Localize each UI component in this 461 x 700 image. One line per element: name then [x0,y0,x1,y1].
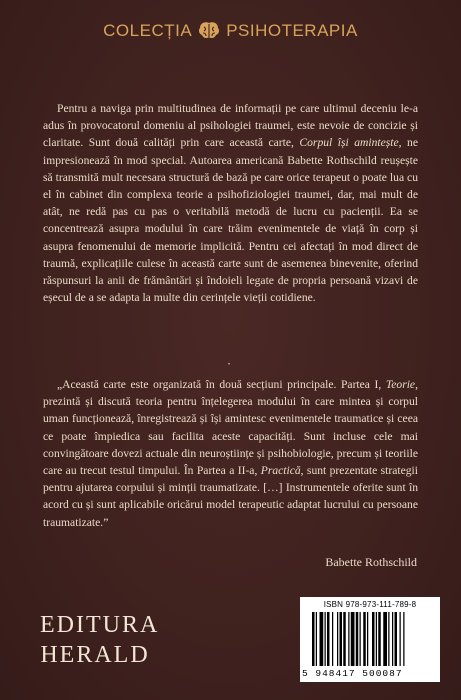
barcode-bar [395,612,398,666]
barcode-bar [383,612,387,666]
barcode-bar [400,612,401,666]
series-title-left: COLECȚIA [103,21,193,40]
barcode-bar [327,612,330,666]
section-separator: • [228,362,231,368]
quote-paragraph [43,376,418,531]
barcode-bar [403,612,404,666]
quote-text-1: „Această carte este organizată în două secțiuni principale. Partea I, [57,378,386,391]
barcode-bar [348,612,349,666]
isbn-label: ISBN 978-973-111-789-8 [323,600,417,609]
barcode-bar [367,612,368,666]
publisher-logo [40,610,160,670]
barcode-bar [316,612,317,666]
barcode-bar [351,612,355,666]
intro-text-2: , ne impresionează în mod special. Autoarea americană Babette Rothschild reușește să transmită mult necesara structură de bază pe care orice terapeut o poate lua cu el în cabinet din complexa teorie a psihofiziologiei traumei, dar, mai mult de atât, ne redă pas cu pas o veritabilă metodă de lucru cu pacienții. Ea se concentrează asupra modului în care trăim evenimentele de viață în corp și asupra fenomenului de memorie implicită. Pentru cei afectați în mod direct de traumă, explicațiile culese în această carte sunt de asemenea binevenite, oferind răspunsuri la anii de frământări și îndoieli legate de propria persoană vizavi de eșecul de a se adapta la multe din cerințele vieții cotidiene. [43,136,418,305]
barcode-bar [337,612,338,666]
intro-text-1: Pentru a naviga prin multitudinea de informații pe care ultimul deceniu le-a adus în provocatorul domeniu al psihologiei traumei, este nevoie de concizie și claritate. Sunt două calități prin care această carte, [43,102,418,150]
barcode-bar [340,612,343,666]
barcode-bar [332,612,333,666]
publisher-line-1: EDITURA [40,612,160,638]
brain-icon [197,21,221,41]
barcode-bar [325,612,326,666]
barcode-bar [363,612,366,666]
barcode-box [300,597,440,682]
part-one-italic: Teorie [385,378,416,391]
part-two-italic: Practică [260,464,301,478]
barcode-bar [378,612,381,666]
barcode-bar [388,612,389,666]
barcode-bar [392,612,393,666]
barcode-bar [343,612,346,666]
series-title [0,21,461,41]
quote-author: Babette Rothschild [325,555,417,569]
barcode-bar [312,612,315,666]
quote-text-2: , prezintă și discută teoria pentru înțelegerea modului în care mintea și corpul uman funcționează, înregistrează și își amintesc evenimentele traumatice și ceea ce poate împiedica sau facilita aceste capacități. Sunt incluse cele mai convingătoare dovezi actuale din neuroștiințe și psihobiologie, precum și teoriile care au trecut testul timpului. În Partea a II-a, [43,378,418,478]
quote-text-3: , sunt prezentate strategii pentru ajutarea corpului și minții traumatizate. […] Instrumentele oferite sunt în acord cu și sunt aplicabile oricărui model terapeutic adaptat lucrului cu persoane traumatizate.” [43,464,418,529]
barcode-bar [376,612,377,666]
barcode-bar [360,612,361,666]
publisher-line-2: HERALD [40,642,150,668]
barcode-bar [356,612,359,666]
intro-paragraph [43,100,418,306]
barcode-bar [372,612,375,666]
barcode-bar [320,612,324,666]
series-title-right: PSIHOTERAPIA [226,21,358,40]
ean-number: 5 948417 500087 [302,668,403,679]
barcode-bars [312,612,434,666]
book-title-italic: Corpul își amintește [299,136,399,150]
